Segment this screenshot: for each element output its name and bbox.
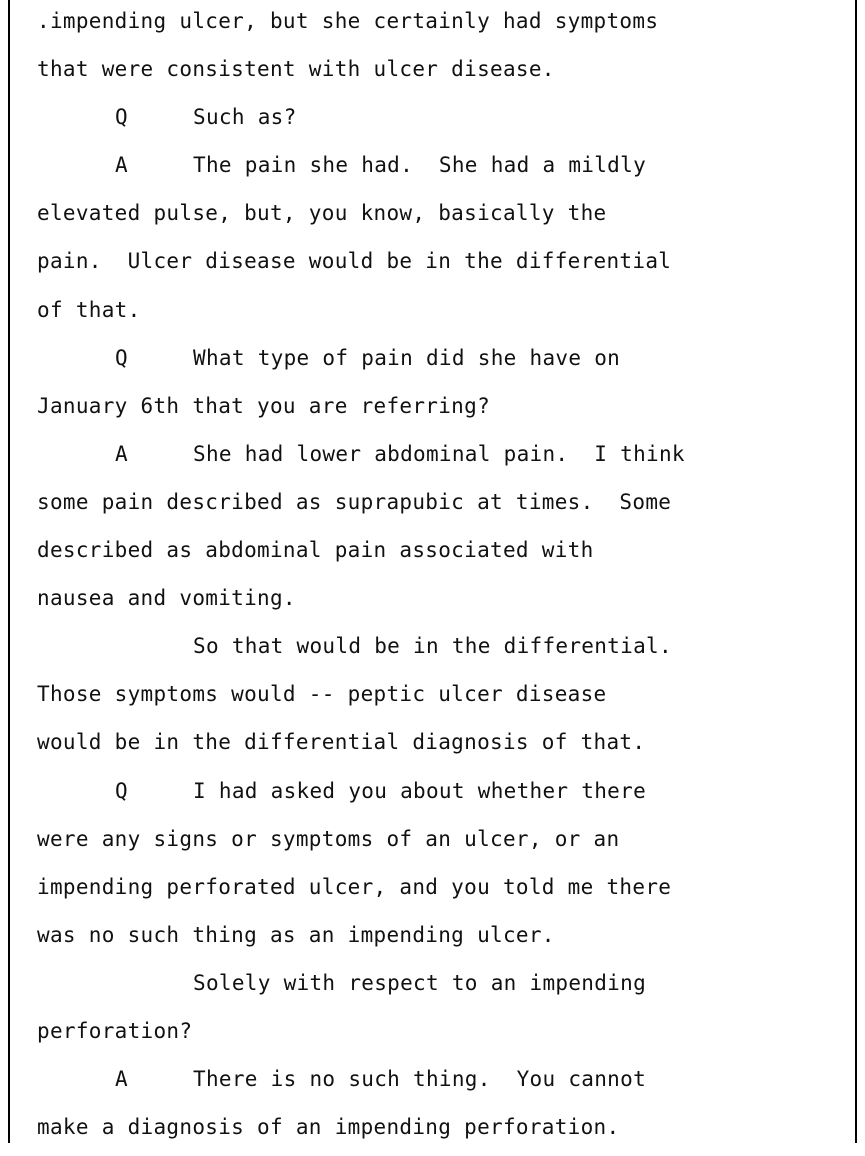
qa-marker: Q bbox=[115, 105, 128, 130]
transcript-line bbox=[37, 435, 847, 483]
transcript-line bbox=[37, 387, 847, 435]
qa-marker: Q bbox=[115, 345, 128, 370]
line-text: Solely with respect to an impending bbox=[193, 970, 647, 995]
transcript-line bbox=[37, 723, 847, 771]
transcript-line bbox=[37, 242, 847, 290]
transcript-line bbox=[37, 772, 847, 820]
transcript-line bbox=[37, 1060, 847, 1108]
line-text: nausea and vomiting. bbox=[37, 586, 296, 611]
transcript-line bbox=[37, 1012, 847, 1060]
line-text: She had lower abdominal pain. I think bbox=[193, 441, 685, 466]
transcript-line bbox=[37, 1108, 847, 1156]
line-text: perforation? bbox=[37, 1018, 193, 1043]
transcript-line bbox=[37, 291, 847, 339]
line-text: was no such thing as an impending ulcer. bbox=[37, 922, 555, 947]
transcript-line bbox=[37, 820, 847, 868]
transcript-line bbox=[37, 50, 847, 98]
line-text: What type of pain did she have on bbox=[193, 345, 621, 370]
line-text: some pain described as suprapubic at times. Some bbox=[37, 489, 672, 514]
line-text: January 6th that you are referring? bbox=[37, 393, 491, 418]
transcript-line bbox=[37, 98, 847, 146]
line-text: pain. Ulcer disease would be in the differential bbox=[37, 249, 672, 274]
qa-marker: A bbox=[115, 441, 128, 466]
transcript-line bbox=[37, 964, 847, 1012]
line-text: There is no such thing. You cannot bbox=[193, 1067, 647, 1092]
transcript-line bbox=[37, 579, 847, 627]
transcript-body bbox=[37, 2, 847, 1156]
transcript-line bbox=[37, 627, 847, 675]
transcript-line bbox=[37, 675, 847, 723]
line-text: I had asked you about whether there bbox=[193, 778, 647, 803]
line-text: Those symptoms would -- peptic ulcer disease bbox=[37, 682, 607, 707]
transcript-line bbox=[37, 483, 847, 531]
line-text: elevated pulse, but, you know, basically the bbox=[37, 201, 607, 226]
line-text: The pain she had. She had a mildly bbox=[193, 153, 647, 178]
line-text: were any signs or symptoms of an ulcer, or an bbox=[37, 826, 620, 851]
line-text: make a diagnosis of an impending perforation. bbox=[37, 1115, 620, 1140]
transcript-line bbox=[37, 194, 847, 242]
line-text: of that. bbox=[37, 297, 141, 322]
transcript-line bbox=[37, 146, 847, 194]
line-text: impending perforated ulcer, and you told me there bbox=[37, 874, 672, 899]
transcript-line bbox=[37, 339, 847, 387]
line-text: .impending ulcer, but she certainly had symptoms bbox=[37, 9, 659, 33]
transcript-line bbox=[37, 868, 847, 916]
line-text: that were consistent with ulcer disease. bbox=[37, 57, 555, 82]
qa-marker: A bbox=[115, 1067, 128, 1092]
right-margin-rule bbox=[855, 0, 857, 1143]
qa-marker: Q bbox=[115, 778, 128, 803]
left-margin-rule bbox=[8, 0, 10, 1143]
transcript-line bbox=[37, 2, 847, 50]
qa-marker: A bbox=[115, 153, 128, 178]
transcript-line bbox=[37, 531, 847, 579]
line-text: would be in the differential diagnosis of that. bbox=[37, 730, 646, 755]
line-text: Such as? bbox=[193, 105, 297, 130]
line-text: So that would be in the differential. bbox=[193, 634, 672, 659]
transcript-line bbox=[37, 916, 847, 964]
line-text: described as abdominal pain associated with bbox=[37, 538, 594, 563]
